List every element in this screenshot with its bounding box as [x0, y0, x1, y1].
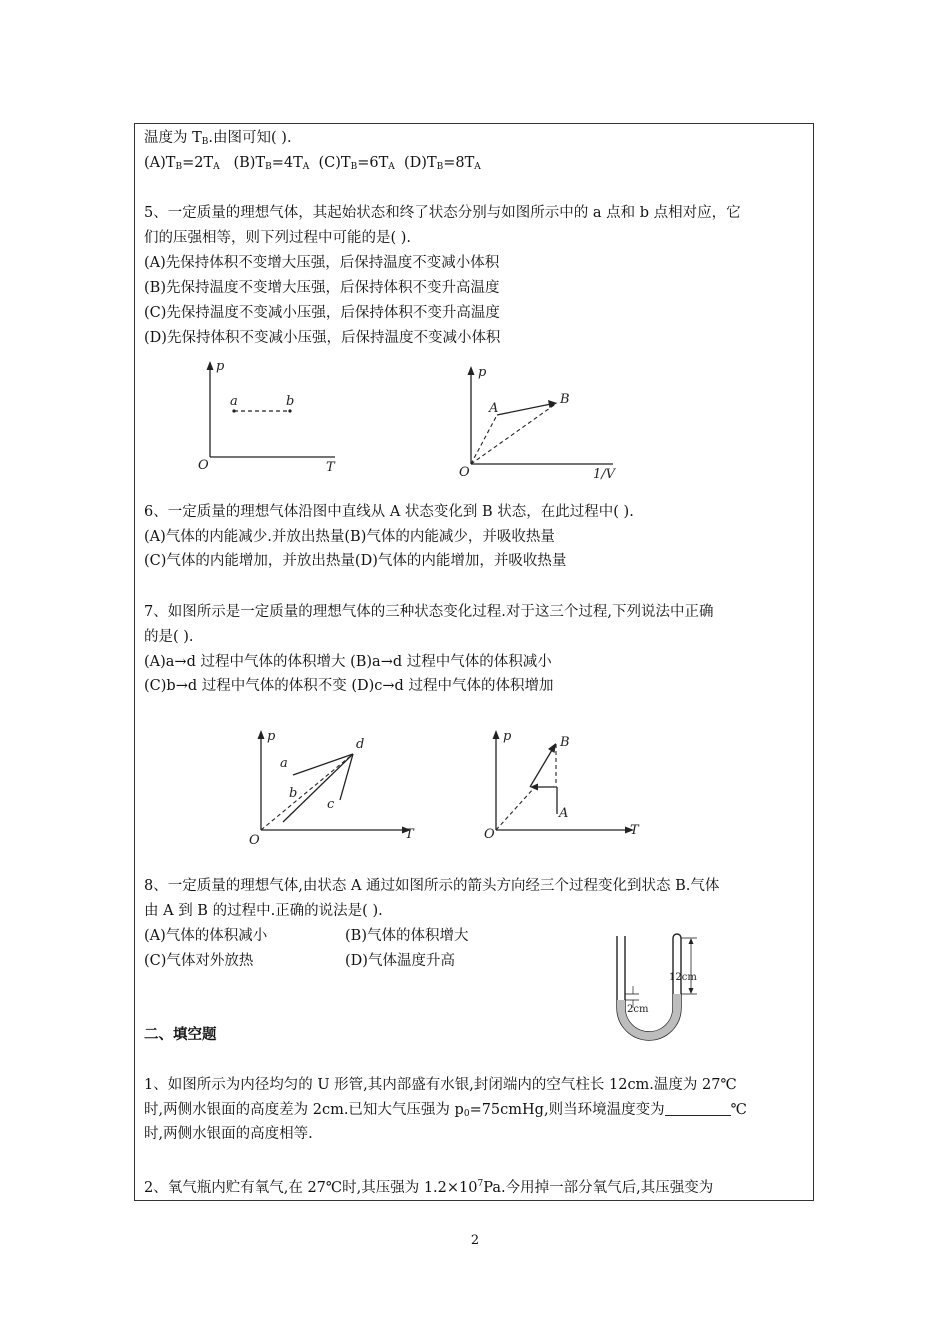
dashed-od: [261, 754, 353, 830]
q4-option-b: $(B)T_B=4T_A$: [233, 155, 310, 172]
label-b: B: [560, 735, 570, 750]
label-a: a: [230, 394, 238, 409]
label-t: T: [405, 827, 414, 842]
q8-option-c: (C)气体对外放热: [144, 953, 254, 969]
point-a: [232, 409, 235, 412]
q8-option-a: (A)气体的体积减小: [144, 928, 268, 944]
label-t: T: [630, 823, 639, 838]
q5-stem-line2: 们的压强相等，则下列过程中可能的是( ).: [144, 230, 412, 246]
figure-p-t-ab-path: [480, 722, 660, 852]
q7-options-ab: (A)a→d 过程中气体的体积增大 (B)a→d 过程中气体的体积减小: [144, 654, 552, 670]
dashed-oa: [471, 415, 497, 464]
q8-option-b: (B)气体的体积增大: [345, 928, 469, 944]
dashed-origin-line: [496, 788, 534, 830]
q4-stem: 温度为 $T_B$.由图可知( ).: [144, 130, 292, 147]
q4-option-d: $(D)T_B=8T_A$: [404, 155, 481, 172]
q7-stem-line2: 的是( ).: [144, 629, 194, 645]
q7-stem-line1: 7、如图所示是一定质量的理想气体的三种状态变化过程.对于这三个过程,下列说法中正确: [144, 604, 714, 620]
label-origin: O: [484, 827, 495, 842]
page-number: 2: [470, 1233, 480, 1248]
y-axis-arrow-icon: [207, 361, 214, 370]
q5-option-c: (C)先保持温度不变减小压强，后保持体积不变升高温度: [144, 305, 500, 321]
label-t: T: [326, 460, 335, 475]
label-p: p: [478, 365, 487, 380]
q6-options-cd: (C)气体的内能增加，并放出热量(D)气体的内能增加，并吸收热量: [144, 553, 567, 569]
y-axis-arrow-icon: [258, 730, 265, 739]
label-c: c: [327, 797, 335, 812]
q5-stem-line1: 5、一定质量的理想气体，其起始状态和终了状态分别与如图所示中的 a 点和 b 点相对应，它: [144, 205, 741, 221]
label-x: 1/V: [593, 467, 616, 482]
label-a: A: [559, 806, 569, 821]
f2-line1: 2、氧气瓶内贮有氧气,在 27℃时,其压强为 $1.2\times 10^7Pa$.今用掉一部分氧气后,其压强变为: [144, 1179, 714, 1196]
label-origin: O: [249, 833, 260, 848]
label-b: b: [286, 394, 295, 409]
label-2cm: 2cm: [627, 1004, 649, 1015]
q5-option-a: (A)先保持体积不变增大压强，后保持温度不变减小体积: [144, 255, 500, 271]
process-3-arrow-icon: [548, 743, 556, 753]
figure-p-t-abcd: [245, 722, 425, 852]
process-ad: [293, 754, 353, 775]
label-b: B: [560, 392, 570, 407]
closed-end-cap: [673, 934, 681, 938]
label-p: p: [267, 729, 276, 744]
y-axis-arrow-icon: [493, 730, 500, 739]
f1-line3: 时,两侧水银面的高度相等.: [144, 1126, 313, 1142]
figure-p-invv-ab: [455, 360, 635, 480]
label-b: b: [289, 786, 298, 801]
label-d: d: [356, 737, 365, 752]
answer-blank: [665, 1101, 731, 1116]
q4-option-a: $(A)T_B=2T_A$: [144, 155, 220, 172]
label-p: p: [503, 729, 512, 744]
section-title-fill-blank: 二、填空题: [144, 1026, 217, 1043]
label-origin: O: [198, 458, 209, 473]
q8-option-d: (D)气体温度升高: [345, 953, 455, 969]
process-3: [530, 750, 552, 787]
f1-line1: 1、如图所示为内径均匀的 U 形管,其内部盛有水银,封闭端内的空气柱长 12cm.温度为 27℃: [144, 1077, 737, 1093]
figure-u-tube: [605, 928, 715, 1043]
q6-options-ab: (A)气体的内能减少.并放出热量(B)气体的内能减少，并吸收热量: [144, 529, 555, 545]
f1-line2: 时,两侧水银面的高度差为 2cm.已知大气压强为 $p_0=75cmHg$,则当环境温度变为 ℃: [144, 1102, 747, 1119]
mercury-fill: [617, 994, 681, 1040]
label-a: A: [489, 401, 499, 416]
y-axis-arrow-icon: [468, 366, 475, 375]
q6-stem: 6、一定质量的理想气体沿图中直线从 A 状态变化到 B 状态，在此过程中( ).: [144, 504, 634, 520]
q8-stem-line1: 8、一定质量的理想气体,由状态 A 通过如图所示的箭头方向经三个过程变化到状态 B.气体: [144, 878, 720, 894]
q4-options: [144, 153, 481, 177]
q8-stem-line2: 由 A 到 B 的过程中.正确的说法是( ).: [144, 903, 383, 919]
label-12cm: 12cm: [669, 972, 697, 983]
q5-option-d: (D)先保持体积不变减小压强，后保持温度不变减小体积: [144, 330, 501, 346]
figure-p-t-ab: [190, 355, 350, 475]
q4-option-c: $(C)T_B=6T_A$: [318, 155, 395, 172]
u-tube-inner-wall: [625, 936, 673, 1032]
label-origin: O: [459, 465, 470, 480]
point-b: [288, 409, 291, 412]
label-a: a: [280, 756, 288, 771]
q5-option-b: (B)先保持温度不变增大压强，后保持体积不变升高温度: [144, 280, 500, 296]
label-p: p: [216, 359, 225, 374]
q7-options-cd: (C)b→d 过程中气体的体积不变 (D)c→d 过程中气体的体积增加: [144, 678, 554, 694]
